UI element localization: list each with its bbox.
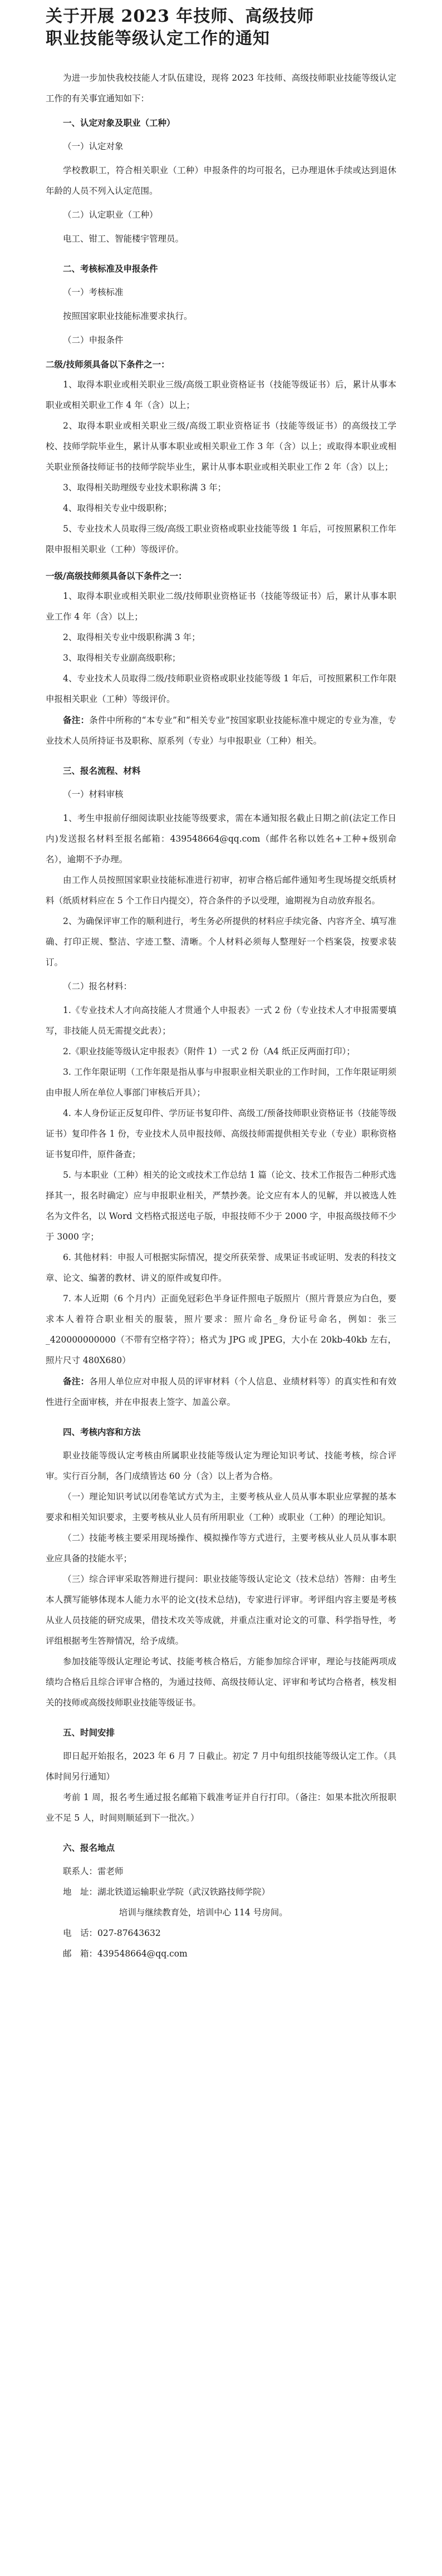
address-label: 地 址： <box>63 1887 98 1897</box>
email-link[interactable]: 439548664@qq.com <box>97 1949 188 1959</box>
review-item: 1、考生申报前仔细阅读职业技能等级要求，需在本通知报名截止日期之前(法定工作日内)发送报名材料至报名邮箱：439548664@qq.com（邮件名称以姓名+工种+级别命名），逾期不予办理。 <box>46 813 396 864</box>
section-2-sub1-heading: （一）考核标准 <box>63 287 124 297</box>
grade1-heading: 一级/高级技师须具备以下条件之一： <box>46 571 187 581</box>
section-2-sub1-text: 按照国家职业技能标准要求执行。 <box>63 311 193 321</box>
grade2-item: 4、取得相关专业中级职称； <box>63 503 172 513</box>
schedule-paragraph: 即日起开始报名，2023 年 6 月 7 日截止。初定 7 月中旬组织技能等级认定工作。（具体时间另行通知） <box>46 1751 396 1782</box>
section-1-sub2-heading: （二）认定职业（工种） <box>63 210 158 220</box>
material-item: 7. 本人近期（6 个月内）正面免冠彩色半身证件照电子版照片（照片背景应为白色，要求本人着符合职业相关的服装，照片要求：照片命名_身份证号命名，例如：张三_420000000000（不带有空格字符）；格式为 JPG 或 JPEG，大小在 20kb-40kb 左右，照片尺寸 480X680） <box>46 1294 396 1365</box>
note-text: 各用人单位应对申报人员的评审材料（个人信息、业绩材料等）的真实性和有效性进行全面审核，并在申报表上签字、加盖公章。 <box>46 1377 396 1407</box>
section-3-sub2-heading: （二）报名材料： <box>63 981 132 991</box>
schedule-paragraph: 考前 1 周，报名考生通过报名邮箱下载准考证并自行打印。（备注：如果本批次所报职业不足 5 人，时间则顺延到下一批次。） <box>46 1792 396 1823</box>
material-item: 5. 与本职业（工种）相关的论文或技术工作总结 1 篇（论文、技术工作报告二种形式选择其一，报名时确定）应与申报职业相关，严禁抄袭。论文应有本人的见解，并以被选人姓名为文件名，以 Word 文档格式报送电子版，申报技师不少于 2000 字，申报高级技师不少于 3000 字； <box>46 1170 396 1242</box>
assessment-item: （二）技能考核主要采用现场操作、模拟操作等方式进行，主要考核从业人员从事本职业应具备的技能水平； <box>46 1533 396 1564</box>
section-2-sub2-heading: （二）申报条件 <box>63 335 124 345</box>
section-2-note <box>46 710 396 751</box>
material-item: 4. 本人身份证正反复印件、学历证书复印件、高级工/预备技师职业资格证书（技能等级证书）复印件各 1 份，专业技术人员申报技师、高级技师需提供相关专业（专业）职称资格证书复印件，原件备查； <box>46 1108 396 1159</box>
notice-title <box>46 6 396 50</box>
email-label: 邮 箱： <box>63 1949 98 1959</box>
note-label: 备注： <box>63 1376 90 1387</box>
phone-value: 027-87643632 <box>97 1928 161 1938</box>
note-text: 条件中所称的“本专业”和“相关专业”按国家职业技能标准中规定的专业为准，专业技术人员所持证书及职称、原系列（专业）与申报职业（工种）相关。 <box>46 715 396 746</box>
address-row-continued <box>46 1902 396 1923</box>
grade1-item: 3、取得相关专业副高级职称； <box>63 653 181 663</box>
phone-label: 电 话： <box>63 1928 98 1938</box>
section-4-heading: 四、考核内容和方法 <box>63 1427 141 1437</box>
section-3-sub1-heading: （一）材料审核 <box>63 789 124 799</box>
grade2-item: 5、专业技术人员取得三级/高级工职业资格或职业技能等级 1 年后，可按照累积工作年限申报相关职业（工种）等级评价。 <box>46 524 396 554</box>
grade2-item: 1、取得本职业或相关职业三级/高级工职业资格证书（技能等级证书）后，累计从事本职业或相关职业工作 4 年（含）以上； <box>46 380 396 410</box>
section-6-heading: 六、报名地点 <box>63 1842 115 1853</box>
section-2-heading: 二、考核标准及申报条件 <box>63 263 158 274</box>
grade1-item: 1、取得本职业或相关职业二级/技师职业资格证书（技能等级证书）后，累计从事本职业工作 4 年（含）以上； <box>46 591 396 622</box>
assessment-item: （三）综合评审采取答辩进行提问：职业技能等级认定论文（技术总结）答辩：由考生本人撰写能够体现本人能力水平的论文(技术总结)，专家进行评审。考评组内容主要是考核从业人员技能的研究成果，借技术攻关等成就，并重点注重对论文的可靠、科学指导性，考评组根据考生答辩情况，给予成绩。 <box>46 1574 396 1646</box>
section-1-sub1-text: 学校教职工，符合相关职业（工种）申报条件的均可报名，已办理退休手续或达到退休年龄的人员不列入认定范围。 <box>46 165 396 196</box>
grade2-heading: 二级/技师须具备以下条件之一： <box>46 359 170 370</box>
section-1-heading: 一、认定对象及职业（工种） <box>63 117 175 128</box>
grade1-item: 2、取得相关专业中级职称满 3 年； <box>63 632 200 642</box>
address-row <box>46 1882 396 1902</box>
intro-paragraph: 为进一步加快我校技能人才队伍建设，现将 2023 年技师、高级技师职业技能等级认定工作的有关事宜通知如下： <box>46 73 396 104</box>
assessment-item: 参加技能等级认定理论考试、技能考核合格后，方能参加综合评审，理论与技能两项成绩均合格后且综合评审合格的，为通过技师、高级技师认定、评审和考试均合格者，核发相关的技师或高级技师职业技能等级证书。 <box>46 1656 396 1708</box>
section-5-heading: 五、时间安排 <box>63 1727 115 1738</box>
contact-value: 雷老师 <box>97 1866 124 1876</box>
title-line-2: 职业技能等级认定工作的通知 <box>46 29 270 48</box>
material-item: 1.《专业技术人才向高技能人才贯通个人申报表》一式 2 份（专业技术人才申报需要填写，非技能人员无需提交此表）； <box>46 1005 396 1036</box>
grade2-item: 2、取得本职业或相关职业三级/高级工职业资格证书（技能等级证书）的高级技工学校、技师学院毕业生，累计从事本职业或相关职业工作 3 年（含）以上；或取得本职业或相关职业预备技师证书的技师学院毕业生，累计从事本职业或相关职业工作 2 年（含）以上； <box>46 421 396 472</box>
contact-label: 联系人： <box>63 1866 98 1876</box>
address-value-continued: 培训与继续教育处，培训中心 114 号房间。 <box>119 1908 288 1918</box>
section-3-note <box>46 1371 396 1413</box>
note-label: 备注： <box>63 715 90 725</box>
review-item: 由工作人员按照国家职业技能标准进行初审，初审合格后邮件通知考生现场提交纸质材料（纸质材料应在 5 个工作日内提交），符合条件的予以受理，逾期视为自动放弃报名。 <box>46 875 396 906</box>
grade1-item: 4、专业技术人员取得二级/技师职业资格或职业技能等级 1 年后，可按照累积工作年限申报相关职业（工种）等级评价。 <box>46 674 396 704</box>
address-value: 湖北铁道运输职业学院（武汉铁路技师学院） <box>97 1887 271 1897</box>
title-line-1: 关于开展 2023 年技师、高级技师 <box>46 7 315 26</box>
material-item: 2.《职业技能等级认定申报表》（附件 1）一式 2 份（A4 纸正反两面打印）； <box>63 1046 355 1056</box>
material-item: 3. 工作年限证明（工作年限是指从事与申报职业相关职业的工作时间，工作年限证明须由申报人所在单位人事部门审核后开具）； <box>46 1067 396 1098</box>
section-1-sub2-text: 电工、钳工、智能楼宇管理员。 <box>63 234 184 244</box>
assessment-item: （一）理论知识考试以闭卷笔试方式为主，主要考核从业人员从事本职业应掌握的基本要求和相关知识要求，主要考核从业人员有所用职业（工种）或职业（工种）的理论知识。 <box>46 1492 396 1522</box>
material-item: 6. 其他材料：申报人可根据实际情况，提交所获荣誉、成果证书或证明、发表的科技文章、论文、编著的教材、讲义的原件或复印件。 <box>46 1252 396 1283</box>
email-row <box>46 1944 396 1964</box>
section-1-sub1-heading: （一）认定对象 <box>63 141 124 151</box>
section-3-heading: 三、报名流程、材料 <box>63 765 141 776</box>
contact-person-row <box>46 1861 396 1882</box>
phone-row <box>46 1923 396 1944</box>
review-item: 2、为确保评审工作的顺利进行，考生务必所提供的材料应手续完备、内容齐全、填写准确、打印正规、整洁、字迹工整、清晰。个人材料必须每人整理好一个档案袋，按要求装订。 <box>46 916 396 967</box>
section-4-intro: 职业技能等级认定考核由所属职业技能等级认定为理论知识考试、技能考核，综合评审。实行百分制，各门成绩皆达 60 分（含）以上者为合格。 <box>46 1451 396 1481</box>
grade2-item: 3、取得相关助理级专业技术职称满 3 年； <box>63 483 227 493</box>
